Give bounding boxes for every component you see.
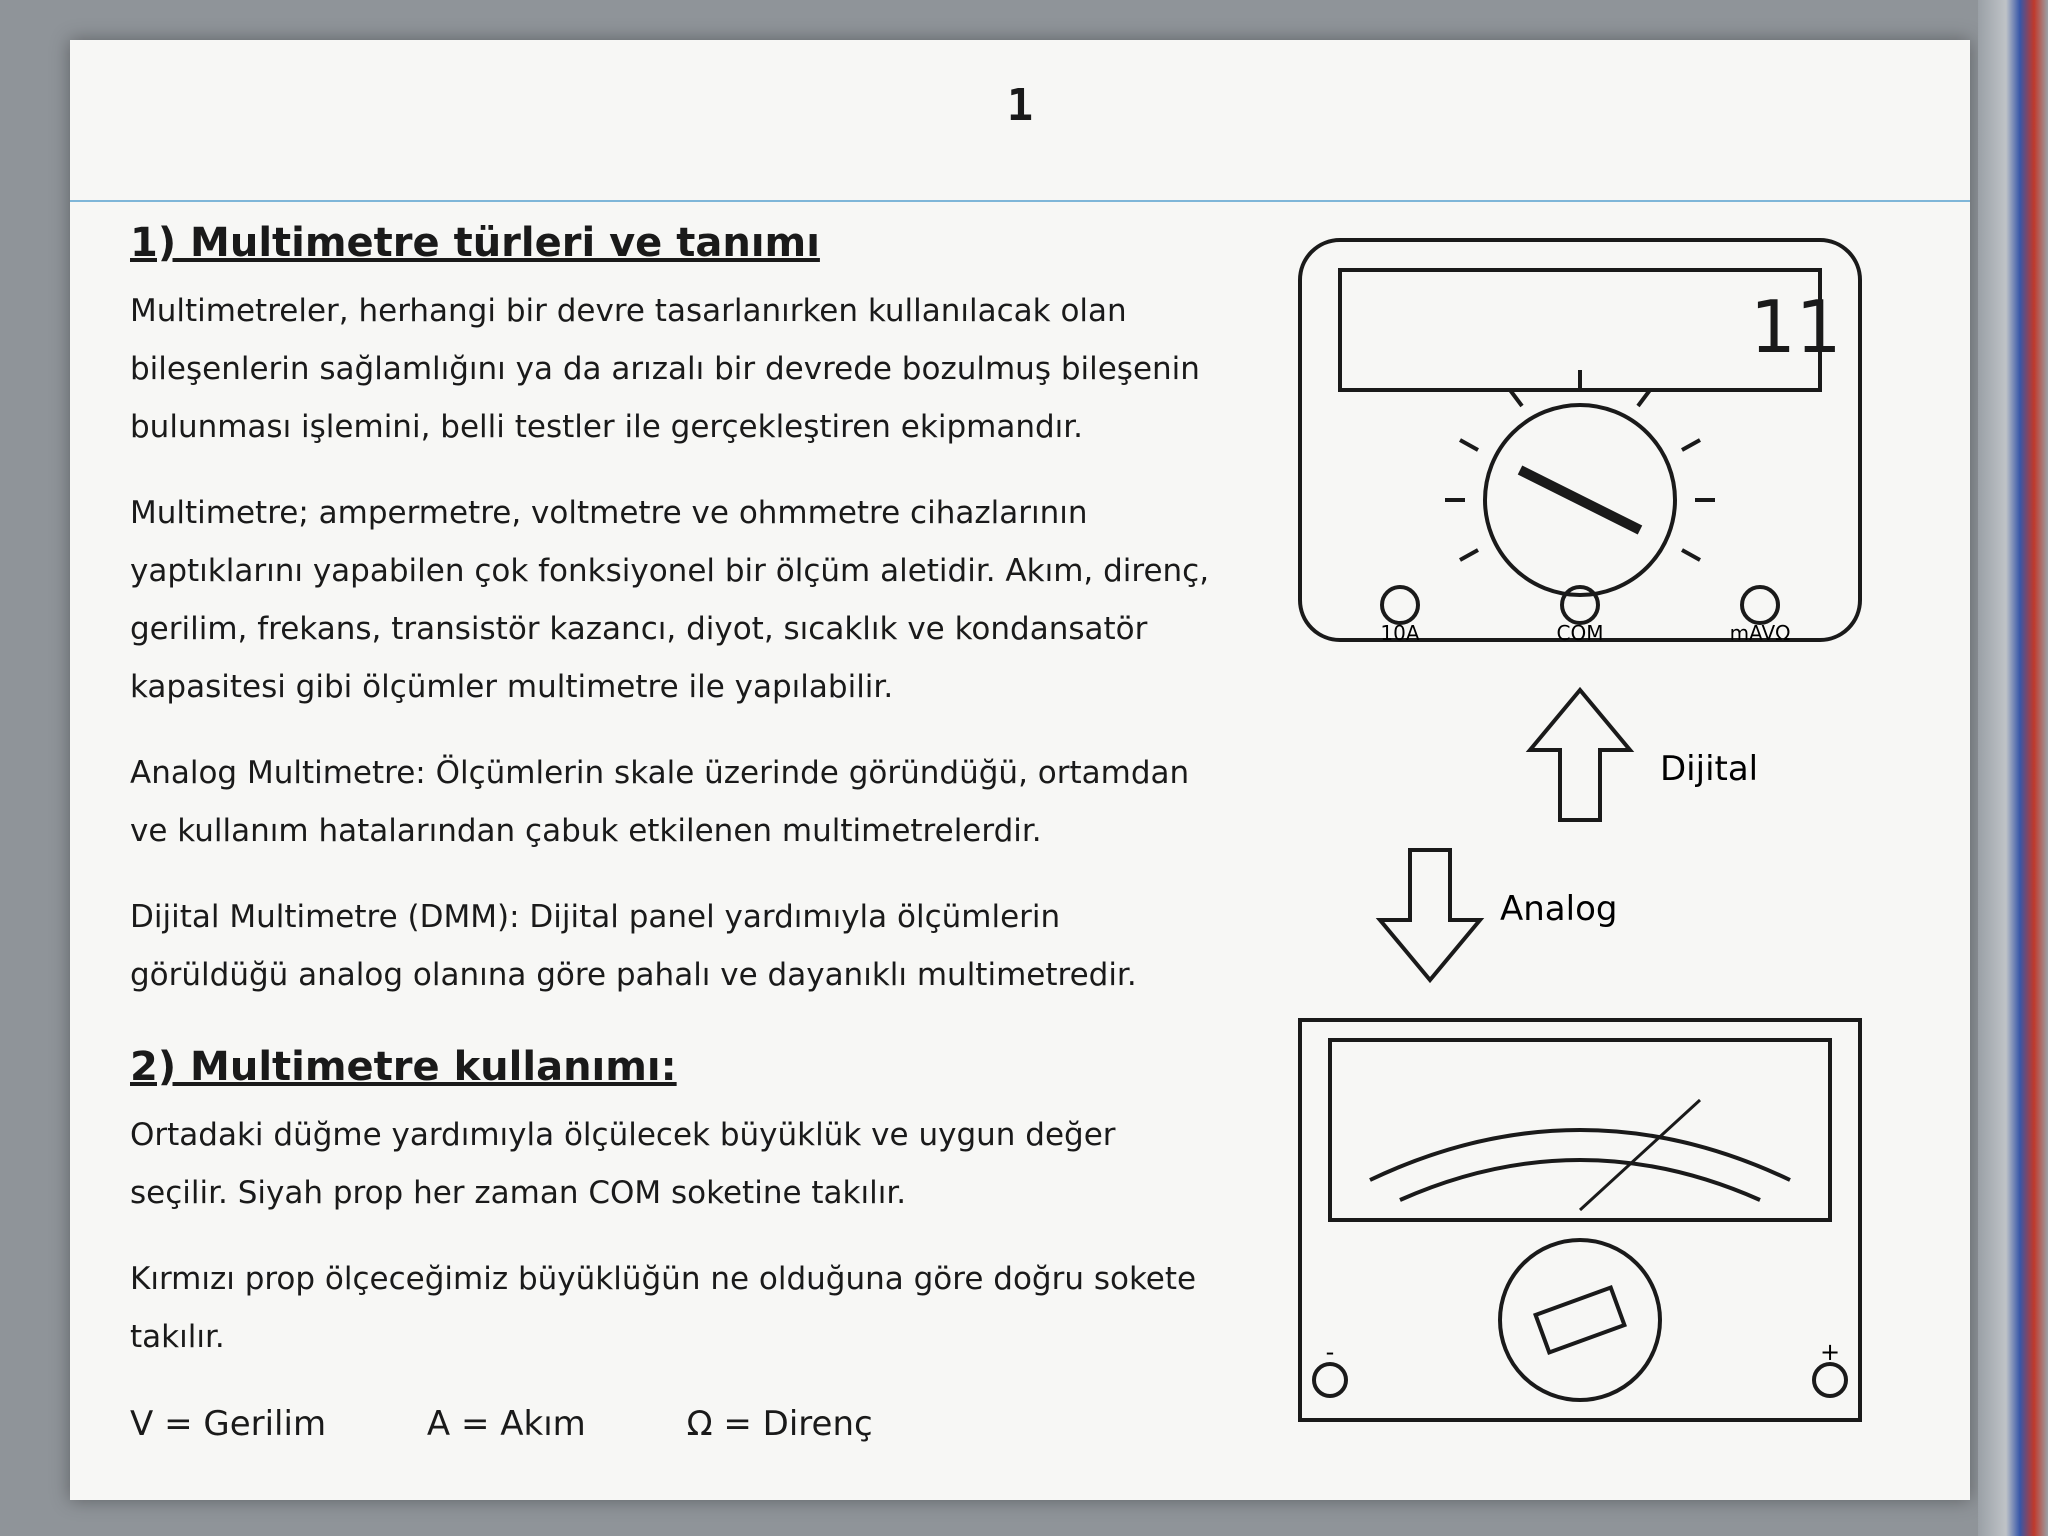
label-minus: - bbox=[1325, 1338, 1335, 1366]
analog-scale-arc-inner bbox=[1400, 1160, 1760, 1200]
analog-multimeter-drawing bbox=[1300, 1020, 1860, 1420]
paragraph-functions: Multimetre; ampermetre, voltmetre ve ohmmetre cihazlarının yaptıklarını yapabilen çok fonksiyonel bir ölçüm aletidir. Akım, direnç, gerilim, frekans, transistör kazancı, diyot, sıcaklık ve kondansatör kapasitesi gibi ölçümler multimetre ile yapılabilir. bbox=[130, 495, 1210, 705]
section2-heading: 2) Multimetre kullanımı: bbox=[130, 1044, 677, 1090]
paragraph-analog: Analog Multimetre: Ölçümlerin skale üzerinde göründüğü, ortamdan ve kullanım hatalarından çabuk etkilenen multimetrelerdir. bbox=[130, 755, 1190, 849]
paragraph-digital: Dijital Multimetre (DMM): Dijital panel yardımıyla ölçümlerin görüldüğü analog olanına göre pahalı ve dayanıklı multimetredir. bbox=[130, 899, 1137, 993]
legend-resistance: Ω = Direnç bbox=[686, 1404, 873, 1444]
arrow-up-icon bbox=[1530, 690, 1630, 820]
diagram-column bbox=[1230, 220, 1930, 1460]
socket-plus bbox=[1814, 1364, 1846, 1396]
analog-needle bbox=[1580, 1100, 1700, 1210]
digital-dial-pointer bbox=[1520, 470, 1640, 530]
text-column bbox=[130, 220, 1210, 1454]
digital-dial-ticks bbox=[1445, 370, 1715, 560]
label-plus: + bbox=[1819, 1338, 1841, 1366]
analog-dial bbox=[1500, 1240, 1660, 1400]
analog-label: Analog bbox=[1500, 889, 1618, 929]
analog-scale-arc bbox=[1370, 1130, 1790, 1180]
paragraph-definition: Multimetreler, herhangi bir devre tasarlanırken kullanılacak olan bileşenlerin sağlamlığını ya da arızalı bir devrede bozulmuş bileşenin bulunması işlemini, belli testler ile gerçekleştiren ekipmandır. bbox=[130, 293, 1200, 445]
paragraph-usage-1: Ortadaki düğme yardımıyla ölçülecek büyüklük ve uygun değer seçilir. Siyah prop her zaman COM soketine takılır. bbox=[130, 1117, 1116, 1211]
label-com: COM bbox=[1556, 621, 1604, 645]
label-mavo: mAVΩ bbox=[1729, 621, 1791, 645]
socket-mavo bbox=[1742, 587, 1778, 623]
multimeter-diagram bbox=[1230, 220, 1930, 1460]
socket-com bbox=[1562, 587, 1598, 623]
section1-heading: 1) Multimetre türleri ve tanımı bbox=[130, 220, 820, 266]
legend-current: A = Akım bbox=[426, 1404, 586, 1444]
legend-voltage: V = Gerilim bbox=[130, 1404, 327, 1444]
socket-minus bbox=[1314, 1364, 1346, 1396]
analog-dial-knob bbox=[1536, 1288, 1625, 1353]
svg-text:11: 11 bbox=[1750, 285, 1842, 369]
arrow-down-icon bbox=[1380, 850, 1480, 980]
page-number: 1 bbox=[1006, 80, 1034, 131]
notebook-page bbox=[70, 40, 1970, 1500]
background-edge bbox=[1978, 0, 2048, 1536]
margin-line bbox=[70, 200, 1970, 202]
unit-legend bbox=[130, 1394, 1210, 1454]
label-10a: 10A bbox=[1380, 621, 1420, 645]
digital-multimeter-drawing bbox=[1300, 240, 1860, 640]
paragraph-usage-2: Kırmızı prop ölçeceğimiz büyüklüğün ne olduğuna göre doğru sokete takılır. bbox=[130, 1261, 1197, 1355]
digital-label: Dijital bbox=[1660, 749, 1759, 789]
socket-10a bbox=[1382, 587, 1418, 623]
